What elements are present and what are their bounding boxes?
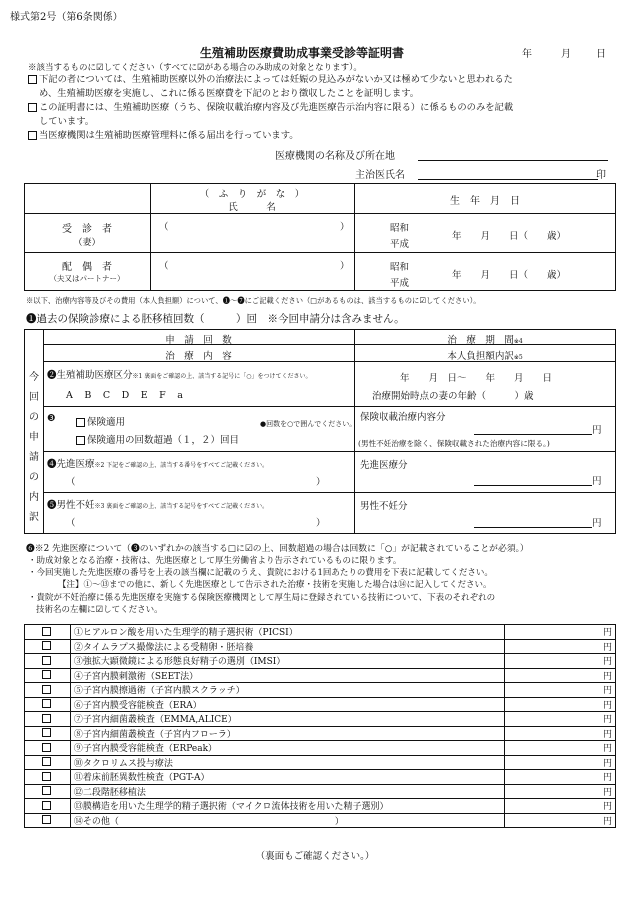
table-row [25, 639, 616, 654]
r3-num: ❸ [47, 413, 56, 424]
table-row [25, 770, 616, 785]
checkbox-icon[interactable] [42, 801, 51, 810]
technique-name: ⑧子宮内細菌叢検査（子宮内フローラ） [70, 726, 505, 741]
cost-yen[interactable]: 円 [505, 726, 616, 741]
cost-yen[interactable]: 円 [505, 755, 616, 770]
check-item-3[interactable]: 当医療機関は生殖補助医療管理料に係る届出を行っています。 [28, 129, 618, 143]
r4-cost-label: 先進医療分 [360, 460, 408, 471]
patient-sub: （妻） [73, 238, 101, 248]
seal-mark: 印 [596, 170, 606, 181]
r3-yen: 円 [592, 425, 602, 436]
date-month[interactable]: 月 [561, 49, 571, 60]
spouse-dob[interactable]: 年 月 日（ 歳） [452, 270, 567, 281]
date-year[interactable]: 年 [522, 49, 532, 60]
spouse-name-open: （ [159, 261, 169, 272]
technique-name: ④子宮内膜刺激術（SEET法） [70, 668, 505, 683]
doctor-label: 主治医氏名 [355, 170, 405, 181]
r4-label: ❹先進医療※2 下記をご確認の上、該当する番号をすべてご記載ください。 [47, 459, 269, 470]
technique-name: ②タイムラプス撮像法による受精卵・胚培養 [70, 639, 505, 654]
cost-yen[interactable]: 円 [505, 683, 616, 698]
table-row [25, 784, 616, 799]
note-mid: ※以下、治療内容等及びその費用（本人負担額）について、❶～❼にご記載ください（□があるものは、該当するものに☑してください）。 [26, 296, 481, 305]
checkbox-icon[interactable] [28, 75, 37, 84]
certification-checks [28, 73, 618, 143]
table-row [25, 712, 616, 727]
date-day[interactable]: 日 [596, 49, 606, 60]
cost-yen[interactable]: 円 [505, 770, 616, 785]
cost-yen[interactable]: 円 [505, 639, 616, 654]
cost-yen[interactable]: 円 [505, 654, 616, 669]
cost-yen[interactable]: 円 [505, 813, 616, 828]
spouse-label: 配 偶 者 [62, 262, 112, 273]
checkbox-icon[interactable] [42, 641, 51, 650]
checkbox-icon[interactable] [42, 714, 51, 723]
patient-era2: 平成 [390, 239, 410, 250]
r5-label: ❺男性不妊※3 裏面をご確認の上、該当する記号をすべてご記載ください。 [47, 500, 269, 511]
spouse-sub: （夫又はパートナー） [49, 274, 125, 283]
cost-yen[interactable]: 円 [505, 668, 616, 683]
r3-a[interactable]: 保険適用 [76, 414, 125, 428]
table-row [25, 654, 616, 669]
check-item-1[interactable]: 下記の者については、生殖補助医療以外の治療法によっては妊娠の見込みがないか又は極めて少ないと思われるた [28, 73, 618, 87]
h-content: 治 療 内 容 [165, 351, 232, 362]
spouse-era1: 昭和 [390, 262, 410, 273]
dob-header: 生 年 月 日 [450, 196, 520, 207]
cost-yen[interactable]: 円 [505, 784, 616, 799]
cost-yen[interactable]: 円 [505, 697, 616, 712]
technique-name: ⑩タクロリムス投与療法 [70, 755, 505, 770]
r3-cost-note: (男性不妊治療を除く、保険収載された治療内容に限る。) [358, 439, 550, 448]
q1-embryo-transfer[interactable]: ❶過去の保険診療による胚移植回数（ ）回 ※今回申請分は含みません。 [26, 313, 405, 325]
doctor-line[interactable] [418, 179, 598, 180]
cost-yen[interactable]: 円 [505, 625, 616, 640]
table-row [25, 683, 616, 698]
institution-line[interactable] [418, 160, 608, 161]
technique-name: ①ヒアルロン酸を用いた生理学的精子選択術（PICSI） [70, 625, 505, 640]
checkbox-icon[interactable] [42, 772, 51, 781]
patient-era1: 昭和 [390, 223, 410, 234]
technique-name: ③強拡大顕微鏡による形態良好精子の選別（IMSI） [70, 654, 505, 669]
table-row [25, 697, 616, 712]
h-cost: 本人負担額内訳※5 [447, 351, 523, 362]
technique-name: ⑤子宮内膜擦過術（子宮内膜スクラッチ） [70, 683, 505, 698]
patient-name-close: ） [340, 222, 350, 233]
table-row [25, 726, 616, 741]
side-label: 今 回 の 申 請 の 内 訳 [29, 372, 39, 523]
r5-yen: 円 [592, 518, 602, 529]
technique-name: ⑪着床前胚異数性検査（PGT-A） [70, 770, 505, 785]
table-row [25, 625, 616, 640]
r3-b[interactable]: 保険適用の回数超過（１，２）回目 [76, 432, 239, 446]
advanced-medical-table [24, 624, 616, 828]
table-row [25, 741, 616, 756]
checkbox-icon[interactable] [42, 743, 51, 752]
checkbox-icon[interactable] [42, 627, 51, 636]
technique-name: ⑬膜構造を用いた生理学的精子選択術（マイクロ流体技術を用いた精子選別） [70, 799, 505, 814]
checkbox-icon[interactable] [42, 757, 51, 766]
table-row [25, 755, 616, 770]
checkbox-icon[interactable] [42, 670, 51, 679]
checkbox-icon[interactable] [28, 103, 37, 112]
r5-open[interactable]: （ [66, 518, 76, 529]
cost-yen[interactable]: 円 [505, 741, 616, 756]
checkbox-icon[interactable] [42, 786, 51, 795]
patient-label: 受 診 者 [62, 224, 112, 235]
checkbox-icon[interactable] [42, 815, 51, 824]
q6-notes: ・助成対象となる治療・技術は、先進医療として厚生労働省より告示されているものに限ります。 ・今回実施した先進医療の番号を上表の該当欄に記載のうえ、貴院における1回あたりの費用を下表に記載してください。 【注】①～⑬までの他に、新しく先進医療として告示された治療・技術を実施した場合は⑭に記入してください。 ・貴院が不妊治療に係る先進医療を実施する保険医療機関として厚生局に登録されている技術について、下表のそれぞれの 技術名の左欄に☑してください。 [28, 556, 496, 615]
checkbox-icon[interactable] [42, 656, 51, 665]
spouse-name-close: ） [340, 261, 350, 272]
r2-age[interactable]: 治療開始時点の妻の年齢（ ）歳 [372, 391, 534, 402]
r4-open[interactable]: （ [66, 477, 76, 488]
check-item-2-cont: しています。 [39, 116, 95, 127]
r4-close: ） [316, 477, 326, 488]
h-apply: 申 請 回 数 [165, 335, 232, 346]
note-top: ※該当するものに☑してください（すべてに☑がある場合のみ助成の対象となります）。 [28, 63, 362, 73]
technique-name: ⑭その他（ ） [70, 813, 505, 828]
footer-note: （裏面もご確認ください。） [255, 851, 375, 862]
h-period: 治 療 期 間※4 [447, 335, 523, 346]
r2-letters[interactable]: A B C D E F a [66, 390, 184, 401]
q6-heading: ❻※2 先進医療について（❸のいずれかの該当する□に☑の上、回数超過の場合は回数に「○」が記載されていることが必須。） [26, 544, 529, 554]
checkbox-icon[interactable] [28, 131, 37, 140]
patient-name-open: （ [159, 222, 169, 233]
r3-cost-label: 保険収載治療内容分 [360, 412, 446, 423]
checkbox-icon[interactable] [42, 699, 51, 708]
check-item-1-cont: め、生殖補助医療を実施し、これに係る医療費を下記のとおり徴収したことを証明します。 [39, 88, 420, 99]
r4-yen: 円 [592, 476, 602, 487]
check-item-2[interactable]: この証明書には、生殖補助医療（うち、保険収載治療内容及び先進医療告示治内容に限る）に係るもののみを記載 [28, 101, 618, 115]
r3-note: ●回数を○で囲んでください。 [260, 420, 357, 428]
cost-yen[interactable]: 円 [505, 712, 616, 727]
page-title: 生殖補助医療費助成事業受診等証明書 [200, 46, 405, 60]
r2-period[interactable]: 年 月 日～ 年 月 日 [400, 373, 553, 384]
cost-yen[interactable]: 円 [505, 799, 616, 814]
technique-name: ⑨子宮内膜受容能検査（ERPeak） [70, 741, 505, 756]
table-row [25, 799, 616, 814]
furigana-header: （ ふ り が な ） [199, 189, 305, 200]
technique-name: ⑦子宮内細菌叢検査（EMMA,ALICE） [70, 712, 505, 727]
institution-label: 医療機関の名称及び所在地 [275, 151, 395, 162]
technique-name: ⑥子宮内膜受容能検査（ERA） [70, 697, 505, 712]
technique-name: ⑫二段階胚移植法 [70, 784, 505, 799]
r5-cost-label: 男性不妊分 [360, 501, 408, 512]
table-row [25, 668, 616, 683]
checkbox-icon[interactable] [42, 685, 51, 694]
spouse-era2: 平成 [390, 278, 410, 289]
patient-dob[interactable]: 年 月 日（ 歳） [452, 231, 567, 242]
name-header: 氏 名 [228, 202, 276, 213]
checkbox-icon[interactable] [42, 728, 51, 737]
r5-close: ） [316, 518, 326, 529]
table-row [25, 813, 616, 828]
r2-label: ❷生殖補助医療区分※1 裏面をご確認の上、該当する記号に「○」をつけてください。 [47, 370, 312, 381]
form-number: 様式第2号（第6条関係） [10, 12, 123, 23]
